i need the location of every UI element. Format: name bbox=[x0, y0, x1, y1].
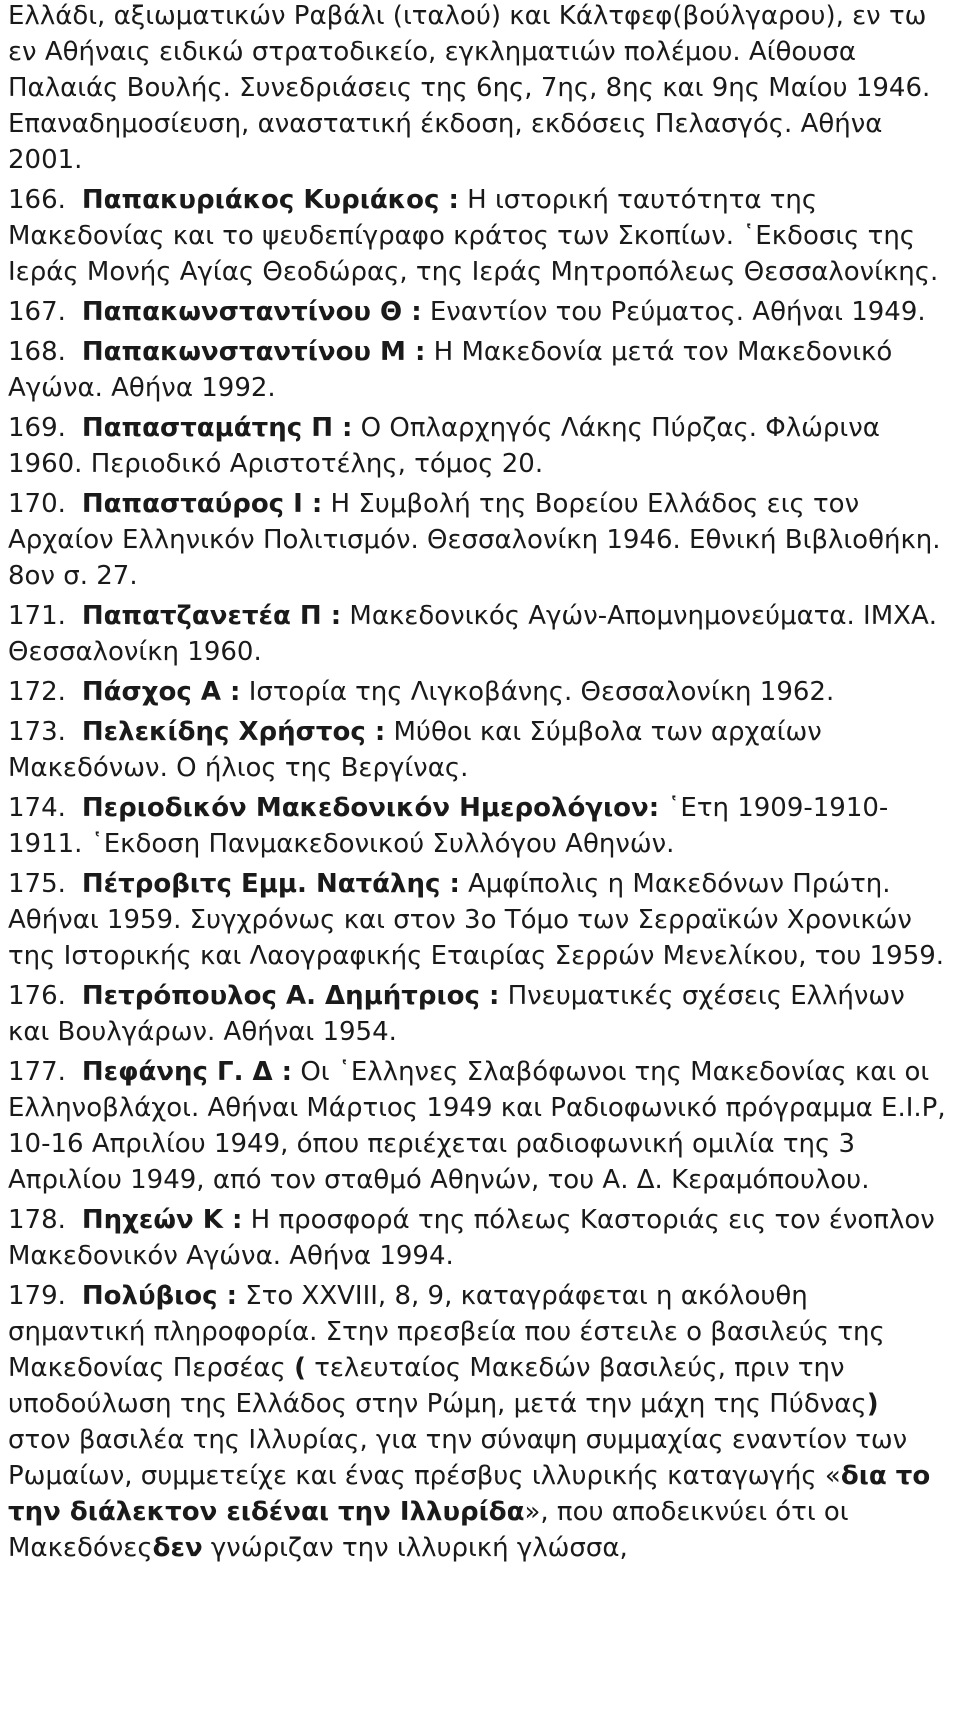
entry-bold-word: δεν bbox=[152, 1533, 203, 1563]
entry-paragraph bbox=[8, 978, 946, 1050]
entry-number: 173. bbox=[8, 717, 66, 747]
entry-author: Πηχεών Κ : bbox=[81, 1205, 243, 1235]
entry-author: Παπακωνσταντίνου Μ : bbox=[81, 337, 426, 367]
entry-paragraph bbox=[8, 294, 946, 330]
entry-author: Περιοδικόν Μακεδονικόν Ημερολόγιον: bbox=[81, 793, 660, 823]
bibliography-entry bbox=[8, 410, 946, 482]
entry-author: Πέτροβιτς Εμμ. Νατάλης : bbox=[81, 869, 460, 899]
entry-paren-open: ( bbox=[294, 1353, 306, 1383]
entry-number: 172. bbox=[8, 677, 66, 707]
entry-author: Παπακωνσταντίνου Θ : bbox=[81, 297, 422, 327]
entry-number: 178. bbox=[8, 1205, 66, 1235]
entry-bold-quote: δια το την διάλεκτον ειδέναι την Ιλλυρίδα bbox=[8, 1461, 931, 1527]
entry-text: Η προσφορά της πόλεως Καστοριάς εις τον ένοπλον Μακεδονικόν Αγώνα. Αθήνα 1994. bbox=[8, 1205, 935, 1271]
entry-paragraph bbox=[8, 714, 946, 786]
entry-author: Πετρόπουλος Α. Δημήτριος : bbox=[81, 981, 500, 1011]
entry-paren-close: ) bbox=[866, 1389, 879, 1419]
entry-author: Πελεκίδης Χρήστος : bbox=[81, 717, 386, 747]
bibliography-entry bbox=[8, 1202, 946, 1274]
entry-author: Παπασταμάτης Π : bbox=[81, 413, 353, 443]
bibliography-entry bbox=[8, 182, 946, 290]
entry-author: Πολύβιος : bbox=[81, 1281, 237, 1311]
entry-author: Πεφάνης Γ. Δ : bbox=[81, 1057, 293, 1087]
entry-text: », που αποδεικνύει ότι οι Μακεδόνες bbox=[8, 1497, 849, 1563]
entry-paragraph bbox=[8, 790, 946, 862]
entry-text: Μακεδονικός Αγών-Απομνημονεύματα. ΙΜΧΑ. Θεσσαλονίκη 1960. bbox=[8, 601, 938, 667]
bibliography-entry bbox=[8, 714, 946, 786]
bibliography-entry bbox=[8, 1054, 946, 1198]
entry-number: 169. bbox=[8, 413, 66, 443]
entry-text: Ιστορία της Λιγκοβάνης. Θεσσαλονίκη 1962. bbox=[240, 677, 835, 707]
entry-text: Ο Οπλαρχηγός Λάκης Πύρζας. Φλώρινα 1960. Περιοδικό Αριστοτέλης, τόμος 20. bbox=[8, 413, 880, 479]
entry-paragraph bbox=[8, 598, 946, 670]
entry-text: Στο XXVIII, 8, 9, καταγράφεται η ακόλουθη σημαντική πληροφορία. Στην πρεσβεία που έστειλε ο βασιλεύς της Μακεδονίας Περσέας bbox=[8, 1281, 885, 1383]
entry-author: Πάσχος Α : bbox=[81, 677, 241, 707]
entry-paragraph bbox=[8, 486, 946, 594]
bibliography-entry bbox=[8, 294, 946, 330]
bibliography-entry bbox=[8, 334, 946, 406]
bibliography-entry bbox=[8, 486, 946, 594]
entry-paragraph bbox=[8, 1054, 946, 1198]
entry-paragraph bbox=[8, 182, 946, 290]
entry-paragraph bbox=[8, 866, 946, 974]
entry-author: Παπακυριάκος Κυριάκος : bbox=[81, 185, 459, 215]
entry-paragraph bbox=[8, 1278, 946, 1566]
entry-text: Εναντίον του Ρεύματος. Αθήναι 1949. bbox=[421, 297, 926, 327]
continued-text: Ελλάδι, αξιωματικών Ραβάλι (ιταλού) και Κάλτφεφ(βούλγαρου), εν τω εν Αθήναις ειδικώ στρατοδικείο, εγκληματιών πολέμου. Αίθουσα Παλαιάς Βουλής. Συνεδριάσεις της 6ης, 7ης, 8ης και 9ης Μαίου 1946. Επαναδημοσίευση, αναστατική έκδοση, εκδόσεις Πελασγός. Αθήνα 2001. bbox=[8, 1, 931, 175]
entry-text: Η ιστορική ταυτότητα της Μακεδονίας και το ψευδεπίγραφο κράτος των Σκοπίων. ῾Εκδοσις της Ιεράς Μονής Αγίας Θεοδώρας, της Ιεράς Μητροπόλεως Θεσσαλονίκης. bbox=[8, 185, 939, 287]
entry-number: 167. bbox=[8, 297, 66, 327]
entry-number: 179. bbox=[8, 1281, 66, 1311]
entry-text: Η Μακεδονία μετά τον Μακεδονικό Αγώνα. Αθήνα 1992. bbox=[8, 337, 893, 403]
entry-number: 175. bbox=[8, 869, 66, 899]
entry-number: 170. bbox=[8, 489, 66, 519]
entry-text: στον βασιλέα της Ιλλυρίας, για την σύναψη συμμαχίας εναντίον των Ρωμαίων, συμμετείχε και ένας πρέσβυς ιλλυρικής καταγωγής « bbox=[8, 1425, 908, 1491]
entry-paragraph bbox=[8, 674, 946, 710]
entry-author: Παπασταύρος Ι : bbox=[81, 489, 323, 519]
bibliography-list bbox=[8, 182, 946, 1274]
bibliography-entry bbox=[8, 978, 946, 1050]
entry-number: 171. bbox=[8, 601, 66, 631]
entry-text: Οι ῾Ελληνες Σλαβόφωνοι της Μακεδονίας και οι Ελληνοβλάχοι. Αθήναι Μάρτιος 1949 και Ραδιοφωνικό πρόγραμμα Ε.Ι.Ρ, 10-16 Απριλίου 1949, όπου περιέχεται ραδιοφωνική ομιλία της 3 Απριλίου 1949, από τον σταθμό Αθηνών, του Α. Δ. Κεραμόπουλου. bbox=[8, 1057, 946, 1195]
entry-number: 166. bbox=[8, 185, 66, 215]
entry-paragraph bbox=[8, 1202, 946, 1274]
entry-number: 176. bbox=[8, 981, 66, 1011]
entry-text: Πνευματικές σχέσεις Ελλήνων και Βουλγάρων. Αθήναι 1954. bbox=[8, 981, 905, 1047]
entry-paragraph bbox=[8, 410, 946, 482]
bibliography-entry-179 bbox=[8, 1278, 946, 1566]
entry-text: γνώριζαν την ιλλυρική γλώσσα, bbox=[202, 1533, 628, 1563]
entry-text: Η Συμβολή της Βορείου Ελλάδος εις τον Αρχαίον Ελληνικόν Πολιτισμόν. Θεσσαλονίκη 1946. Εθνική Βιβλιοθήκη. 8ον σ. 27. bbox=[8, 489, 941, 591]
entry-paragraph bbox=[8, 334, 946, 406]
entry-number: 174. bbox=[8, 793, 66, 823]
entry-text: Μύθοι και Σύμβολα των αρχαίων Μακεδόνων. Ο ήλιος της Βεργίνας. bbox=[8, 717, 822, 783]
bibliography-entry bbox=[8, 598, 946, 670]
bibliography-entry bbox=[8, 866, 946, 974]
bibliography-entry bbox=[8, 790, 946, 862]
entry-number: 177. bbox=[8, 1057, 66, 1087]
bibliography-entry bbox=[8, 674, 946, 710]
entry-number: 168. bbox=[8, 337, 66, 367]
entry-text: τελευταίος Μακεδών βασιλεύς, πριν την υποδούλωση της Ελλάδος στην Ρώμη, μετά την μάχη της Πύδνας bbox=[8, 1353, 867, 1419]
entry-text: ῾Ετη 1909-1910-1911. ῾Εκδοση Πανμακεδονικού Συλλόγου Αθηνών. bbox=[8, 793, 889, 859]
entry-author: Παπατζανετέα Π : bbox=[81, 601, 342, 631]
entry-text: Αμφίπολις η Μακεδόνων Πρώτη. Αθήναι 1959. Συγχρόνως και στον 3ο Τόμο των Σερραϊκών Χρονικών της Ιστορικής και Λαογραφικής Εταιρίας Σερρών Μενελίκου, του 1959. bbox=[8, 869, 945, 971]
